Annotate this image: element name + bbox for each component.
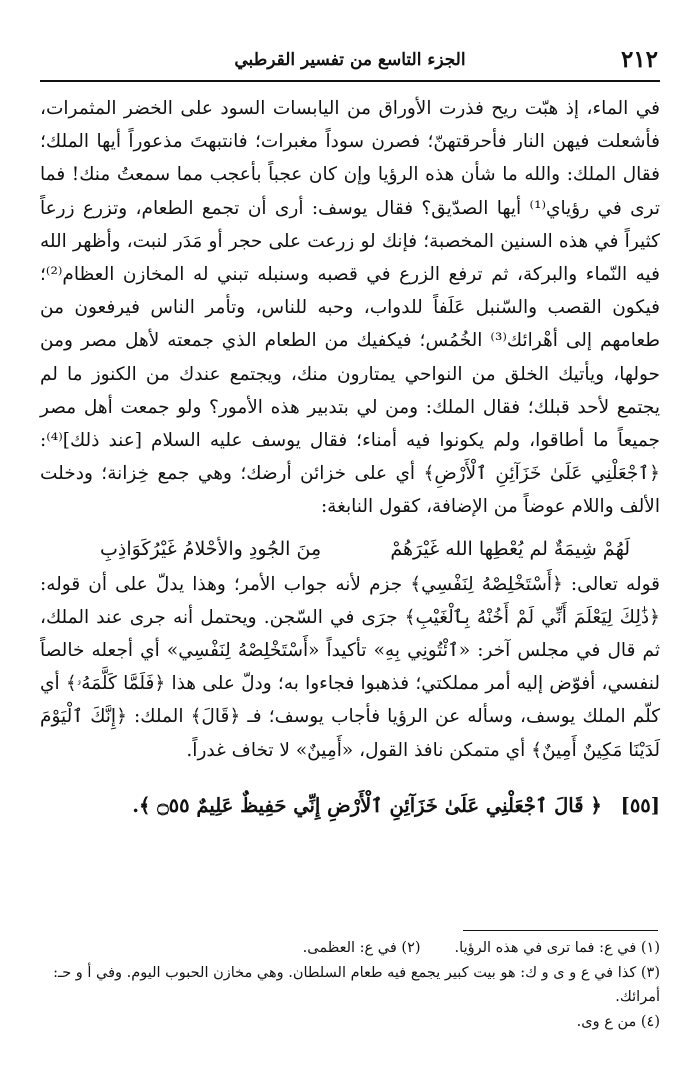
footnotes [40,936,660,1034]
footnote-line-1 [40,936,660,961]
main-text [40,92,660,823]
poem-hemistich-1: لَهُمْ شِيمَةٌ لم يُعْطِها الله غَيْرَهُمْ [390,537,630,560]
paragraph-1: في الماء، إذ هبّت ريح فذرت الأوراق من اليابسات السود على الخضر المثمرات، فأشعلت فيهن النار فأحرقتهنّ؛ فصرن سوداً مغبرات؛ فانتبهتَ مذعوراً أيها الملك؛ فقال الملك: والله ما شأن هذه الرؤيا وإن كان عجباً بأعجب مما سمعتُ منك! فما ترى في رؤياي⁽¹⁾ أيها الصدّيق؟ فقال يوسف: أرى أن تجمع الطعام، وتزرع زرعاً كثيراً في هذه السنين المخصبة؛ فإنك لو زرعت على حجر أو مَدَر لنبت، وأظهر الله فيه النّماء والبركة، ثم ترفع الزرع في قصبه وسنبله تبني له المخازن العظام⁽²⁾؛ فيكون القصب والسّنبل عَلَفاً للدواب، وحبه للناس، وتأمر الناس فيرفعون من طعامهم إلى أهْرائك⁽³⁾ الخُمُس؛ فيكفيك من الطعام الذي جمعته لأهل مصر ومن حولها، ويأتيك الخلق من النواحي يمتارون منك، ويجتمع عندك من الكنوز ما لم يجتمع لأحد قبلك؛ فقال الملك: ومن لي بتدبير هذه الأمور؟ ولو جمعت أهل مصر جميعاً ما أطاقوا، ولم يكونوا فيه أمناء؛ فقال يوسف عليه السلام [عند ذلك]⁽⁴⁾: ﴿ٱجْعَلْنِي عَلَىٰ خَزَآئِنِ ٱلْأَرْضِ﴾ أي على خزائن أرضك؛ وهي جمع خِزانة؛ ودخلت الألف واللام عوضاً من الإضافة، كقول النابغة: [40,98,660,518]
page-number: ٢١٢ [620,46,658,73]
poem-verse [40,524,660,568]
footnote-2: (٢) في ع: العظمى. [302,940,421,956]
footnote-divider [463,930,658,931]
running-title: الجزء التاسع من تفسير القرطبي [234,50,466,70]
footnote-4: (٤) من ع وى. [576,1013,660,1030]
footnote-3: (٣) كذا في ع و ى و ك: هو بيت كبير يجمع فيه طعام السلطان. وهي مخازن الحبوب اليوم. وفي أ و حـ: أمرائك. [53,964,660,1005]
footnote-1: (١) في ع: فما ترى في هذه الرؤيا. [454,940,660,956]
verse-number: [٥٥] [620,793,660,817]
verse-text: ﴿ قَالَ ٱجْعَلْنِي عَلَىٰ خَزَآئِنِ ٱلْأَرْضِ إِنِّي حَفِيظٌ عَلِيمٌ ۝٥٥ ﴾. [132,793,602,817]
page-header [40,40,660,82]
quran-verse [40,789,660,823]
paragraph-2: قوله تعالى: ﴿أَسْتَخْلِصْهُ لِنَفْسِي﴾ جزم لأنه جواب الأمر؛ وهذا يدلّ على أن قوله: ﴿ذَٰلِكَ لِيَعْلَمَ أَنِّي لَمْ أَخُنْهُ بِٱلْغَيْبِ﴾ جرَى في السّجن. ويحتمل أنه جرى عند الملك، ثم قال في مجلس آخر: «ٱئْتُونِي بِهِ» تأكيداً «أَسْتَخْلِصْهُ لِنَفْسِي» أي أجعله خالصاً لنفسي، أفوّض إليه أمر مملكتي؛ فذهبوا فجاءوا به؛ ودلّ على هذا ﴿فَلَمَّا كَلَّمَهُۥ﴾ أي كلّم الملك يوسف، وسأله عن الرؤيا فأجاب يوسف؛ فـ ﴿قَالَ﴾ الملك: ﴿إِنَّكَ ٱلْيَوْمَ لَدَيْنَا مَكِينٌ أَمِينٌ﴾ أي متمكن نافذ القول، «أَمِينٌ» لا تخاف غدراً. [40,573,660,761]
poem-hemistich-2: مِنَ الجُودِ والأحْلامُ غَيْرُكَوَاذِبِ [100,537,322,560]
